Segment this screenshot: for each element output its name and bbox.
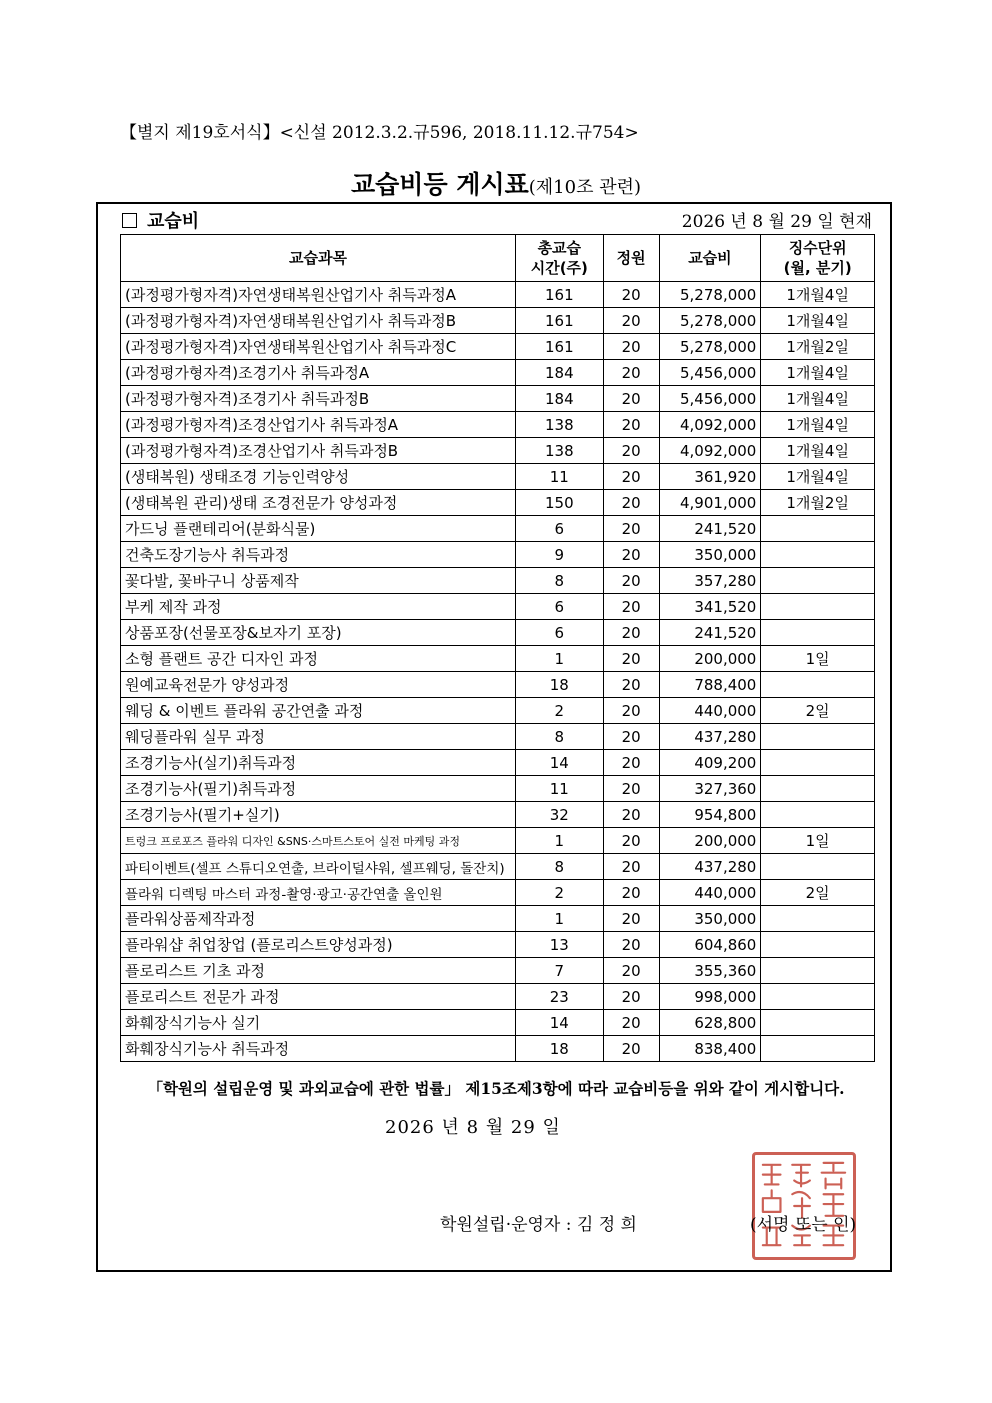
cell-unit (761, 568, 875, 594)
cell-unit: 1개월4일 (761, 360, 875, 386)
form-header-note: 【별지 제19호서식】<신설 2012.3.2.규596, 2018.11.12.규754> (120, 123, 639, 143)
cell-hours: 8 (515, 854, 603, 880)
cell-fee: 361,920 (659, 464, 761, 490)
cell-unit: 2일 (761, 698, 875, 724)
cell-capacity: 20 (603, 360, 659, 386)
cell-fee: 341,520 (659, 594, 761, 620)
cell-unit (761, 594, 875, 620)
cell-hours: 6 (515, 594, 603, 620)
cell-unit (761, 724, 875, 750)
table-row (121, 776, 875, 802)
cell-fee: 954,800 (659, 802, 761, 828)
cell-course: 상품포장(선물포장&보자기 포장) (121, 620, 516, 646)
cell-fee: 5,278,000 (659, 334, 761, 360)
official-seal (752, 1152, 856, 1260)
cell-fee: 200,000 (659, 646, 761, 672)
cell-hours: 8 (515, 724, 603, 750)
table-row (121, 412, 875, 438)
cell-course: 조경기능사(필기)취득과정 (121, 776, 516, 802)
cell-unit (761, 932, 875, 958)
title-main: 교습비등 게시표 (351, 170, 529, 199)
cell-course: 꽃다발, 꽃바구니 상품제작 (121, 568, 516, 594)
cell-fee: 437,280 (659, 854, 761, 880)
cell-capacity: 20 (603, 568, 659, 594)
table-header-row (121, 235, 875, 282)
cell-fee: 357,280 (659, 568, 761, 594)
table-row (121, 880, 875, 906)
fee-table-body (121, 282, 875, 1062)
cell-hours: 32 (515, 802, 603, 828)
cell-course: 화훼장식기능사 취득과정 (121, 1036, 516, 1062)
cell-unit: 1개월4일 (761, 308, 875, 334)
cell-capacity: 20 (603, 490, 659, 516)
cell-course: 건축도장기능사 취득과정 (121, 542, 516, 568)
cell-capacity: 20 (603, 958, 659, 984)
table-row (121, 1010, 875, 1036)
cell-capacity: 20 (603, 932, 659, 958)
table-row (121, 932, 875, 958)
cell-hours: 150 (515, 490, 603, 516)
header-unit (761, 235, 875, 282)
cell-fee: 4,901,000 (659, 490, 761, 516)
fee-table (120, 234, 875, 1062)
cell-capacity: 20 (603, 698, 659, 724)
header-hours (515, 235, 603, 282)
table-row (121, 906, 875, 932)
as-of-date: 2026 년 8 월 29 일 현재 (681, 212, 872, 232)
cell-hours: 9 (515, 542, 603, 568)
cell-fee: 241,520 (659, 516, 761, 542)
cell-course: (생태복원) 생태조경 기능인력양성 (121, 464, 516, 490)
cell-fee: 200,000 (659, 828, 761, 854)
cell-capacity: 20 (603, 516, 659, 542)
cell-capacity: 20 (603, 750, 659, 776)
cell-capacity: 20 (603, 984, 659, 1010)
cell-fee: 5,456,000 (659, 386, 761, 412)
cell-hours: 14 (515, 750, 603, 776)
cell-hours: 138 (515, 438, 603, 464)
cell-fee: 838,400 (659, 1036, 761, 1062)
table-row (121, 386, 875, 412)
cell-unit (761, 776, 875, 802)
cell-unit (761, 1036, 875, 1062)
cell-course: 조경기능사(실기)취득과정 (121, 750, 516, 776)
cell-hours: 14 (515, 1010, 603, 1036)
seal-graphic (755, 1155, 853, 1257)
cell-capacity: 20 (603, 386, 659, 412)
cell-unit: 1개월4일 (761, 412, 875, 438)
cell-fee: 350,000 (659, 906, 761, 932)
cell-course: 트렁크 프로포즈 플라워 디자인 &SNS·스마트스토어 실전 마케팅 과정 (121, 828, 516, 854)
operator-name: 학원설립·운영자 : 김 정 희 (440, 1215, 637, 1235)
cell-unit (761, 906, 875, 932)
table-row (121, 802, 875, 828)
cell-hours: 6 (515, 620, 603, 646)
cell-unit: 1개월4일 (761, 438, 875, 464)
table-row (121, 672, 875, 698)
cell-course: 원예교육전문가 양성과정 (121, 672, 516, 698)
cell-hours: 1 (515, 646, 603, 672)
cell-unit: 1개월2일 (761, 490, 875, 516)
cell-course: 소형 플랜트 공간 디자인 과정 (121, 646, 516, 672)
cell-fee: 4,092,000 (659, 438, 761, 464)
cell-hours: 2 (515, 698, 603, 724)
cell-fee: 440,000 (659, 880, 761, 906)
page-title (0, 165, 992, 201)
cell-course: 화훼장식기능사 실기 (121, 1010, 516, 1036)
checkbox-square-icon (122, 213, 137, 228)
cell-course: (과정평가형자격)자연생태복원산업기사 취득과정B (121, 308, 516, 334)
cell-course: 부케 제작 과정 (121, 594, 516, 620)
cell-hours: 18 (515, 1036, 603, 1062)
table-row (121, 516, 875, 542)
cell-unit: 1개월2일 (761, 334, 875, 360)
cell-capacity: 20 (603, 724, 659, 750)
table-row (121, 464, 875, 490)
cell-fee: 628,800 (659, 1010, 761, 1036)
cell-capacity: 20 (603, 802, 659, 828)
cell-hours: 161 (515, 334, 603, 360)
cell-hours: 13 (515, 932, 603, 958)
cell-fee: 5,278,000 (659, 282, 761, 308)
table-row (121, 282, 875, 308)
cell-capacity: 20 (603, 672, 659, 698)
cell-fee: 788,400 (659, 672, 761, 698)
cell-course: 조경기능사(필기+실기) (121, 802, 516, 828)
cell-fee: 604,860 (659, 932, 761, 958)
cell-course: (생태복원 관리)생태 조경전문가 양성과정 (121, 490, 516, 516)
cell-hours: 161 (515, 282, 603, 308)
cell-course: 파티이벤트(셀프 스튜디오연출, 브라이덜샤워, 셀프웨딩, 돌잔치) (121, 854, 516, 880)
header-hours-line1: 총교습 (537, 239, 582, 257)
cell-course: 플라워상품제작과정 (121, 906, 516, 932)
cell-fee: 5,278,000 (659, 308, 761, 334)
table-row (121, 1036, 875, 1062)
signature-note: (서명 또는 인) (750, 1215, 857, 1235)
section-label (122, 207, 199, 233)
table-row (121, 646, 875, 672)
cell-hours: 7 (515, 958, 603, 984)
cell-fee: 998,000 (659, 984, 761, 1010)
cell-unit (761, 984, 875, 1010)
cell-hours: 11 (515, 464, 603, 490)
cell-capacity: 20 (603, 1036, 659, 1062)
posting-date: 2026 년 8 월 29 일 (385, 1117, 561, 1138)
cell-fee: 355,360 (659, 958, 761, 984)
cell-unit (761, 672, 875, 698)
section-label-text: 교습비 (147, 211, 200, 232)
table-row (121, 334, 875, 360)
cell-hours: 8 (515, 568, 603, 594)
cell-capacity: 20 (603, 464, 659, 490)
cell-hours: 23 (515, 984, 603, 1010)
cell-unit (761, 802, 875, 828)
cell-hours: 6 (515, 516, 603, 542)
cell-capacity: 20 (603, 880, 659, 906)
cell-course: 플라워샵 취업창업 (플로리스트양성과정) (121, 932, 516, 958)
table-row (121, 854, 875, 880)
table-row (121, 828, 875, 854)
cell-course: 플로리스트 전문가 과정 (121, 984, 516, 1010)
cell-course: (과정평가형자격)조경기사 취득과정A (121, 360, 516, 386)
cell-unit (761, 854, 875, 880)
cell-course: 웨딩 & 이벤트 플라워 공간연출 과정 (121, 698, 516, 724)
table-row (121, 490, 875, 516)
cell-hours: 138 (515, 412, 603, 438)
cell-capacity: 20 (603, 438, 659, 464)
cell-unit (761, 1010, 875, 1036)
table-row (121, 594, 875, 620)
cell-fee: 5,456,000 (659, 360, 761, 386)
table-row (121, 308, 875, 334)
cell-hours: 184 (515, 360, 603, 386)
cell-unit: 1개월4일 (761, 282, 875, 308)
cell-course: (과정평가형자격)조경산업기사 취득과정A (121, 412, 516, 438)
table-row (121, 542, 875, 568)
cell-hours: 2 (515, 880, 603, 906)
cell-course: 가드닝 플랜테리어(분화식물) (121, 516, 516, 542)
table-row (121, 750, 875, 776)
table-row (121, 620, 875, 646)
cell-course: 플라워 디렉팅 마스터 과정-촬영·광고·공간연출 올인원 (121, 880, 516, 906)
cell-fee: 437,280 (659, 724, 761, 750)
cell-course: 플로리스트 기초 과정 (121, 958, 516, 984)
cell-course: (과정평가형자격)자연생태복원산업기사 취득과정A (121, 282, 516, 308)
cell-capacity: 20 (603, 412, 659, 438)
cell-unit (761, 750, 875, 776)
cell-unit (761, 516, 875, 542)
header-capacity: 정원 (603, 235, 659, 282)
table-row (121, 698, 875, 724)
cell-unit: 1일 (761, 646, 875, 672)
cell-capacity: 20 (603, 828, 659, 854)
cell-fee: 409,200 (659, 750, 761, 776)
cell-unit: 1일 (761, 828, 875, 854)
cell-fee: 350,000 (659, 542, 761, 568)
cell-fee: 241,520 (659, 620, 761, 646)
table-row (121, 568, 875, 594)
cell-capacity: 20 (603, 854, 659, 880)
cell-fee: 440,000 (659, 698, 761, 724)
cell-fee: 4,092,000 (659, 412, 761, 438)
cell-capacity: 20 (603, 906, 659, 932)
declaration-text: 「학원의 설립운영 및 과외교습에 관한 법률」 제15조제3항에 따라 교습비등을 위와 같이 게시합니다. (147, 1079, 845, 1098)
cell-unit (761, 542, 875, 568)
cell-hours: 161 (515, 308, 603, 334)
table-row (121, 984, 875, 1010)
cell-unit: 2일 (761, 880, 875, 906)
cell-capacity: 20 (603, 594, 659, 620)
cell-course: (과정평가형자격)자연생태복원산업기사 취득과정C (121, 334, 516, 360)
cell-unit (761, 958, 875, 984)
cell-hours: 11 (515, 776, 603, 802)
table-row (121, 724, 875, 750)
cell-course: (과정평가형자격)조경산업기사 취득과정B (121, 438, 516, 464)
cell-fee: 327,360 (659, 776, 761, 802)
cell-capacity: 20 (603, 620, 659, 646)
table-row (121, 360, 875, 386)
cell-capacity: 20 (603, 308, 659, 334)
cell-capacity: 20 (603, 282, 659, 308)
cell-course: (과정평가형자격)조경기사 취득과정B (121, 386, 516, 412)
header-hours-line2: 시간(주) (530, 259, 588, 277)
cell-course: 웨딩플라워 실무 과정 (121, 724, 516, 750)
header-course: 교습과목 (121, 235, 516, 282)
cell-hours: 18 (515, 672, 603, 698)
cell-unit: 1개월4일 (761, 464, 875, 490)
cell-capacity: 20 (603, 646, 659, 672)
table-row (121, 958, 875, 984)
cell-capacity: 20 (603, 1010, 659, 1036)
header-unit-line2: (월, 분기) (783, 259, 852, 277)
cell-hours: 1 (515, 828, 603, 854)
cell-hours: 1 (515, 906, 603, 932)
cell-capacity: 20 (603, 776, 659, 802)
header-fee: 교습비 (659, 235, 761, 282)
cell-hours: 184 (515, 386, 603, 412)
table-row (121, 438, 875, 464)
cell-capacity: 20 (603, 334, 659, 360)
header-unit-line1: 징수단위 (788, 239, 847, 257)
title-sub: (제10조 관련) (528, 177, 641, 198)
cell-capacity: 20 (603, 542, 659, 568)
cell-unit (761, 620, 875, 646)
cell-unit: 1개월4일 (761, 386, 875, 412)
